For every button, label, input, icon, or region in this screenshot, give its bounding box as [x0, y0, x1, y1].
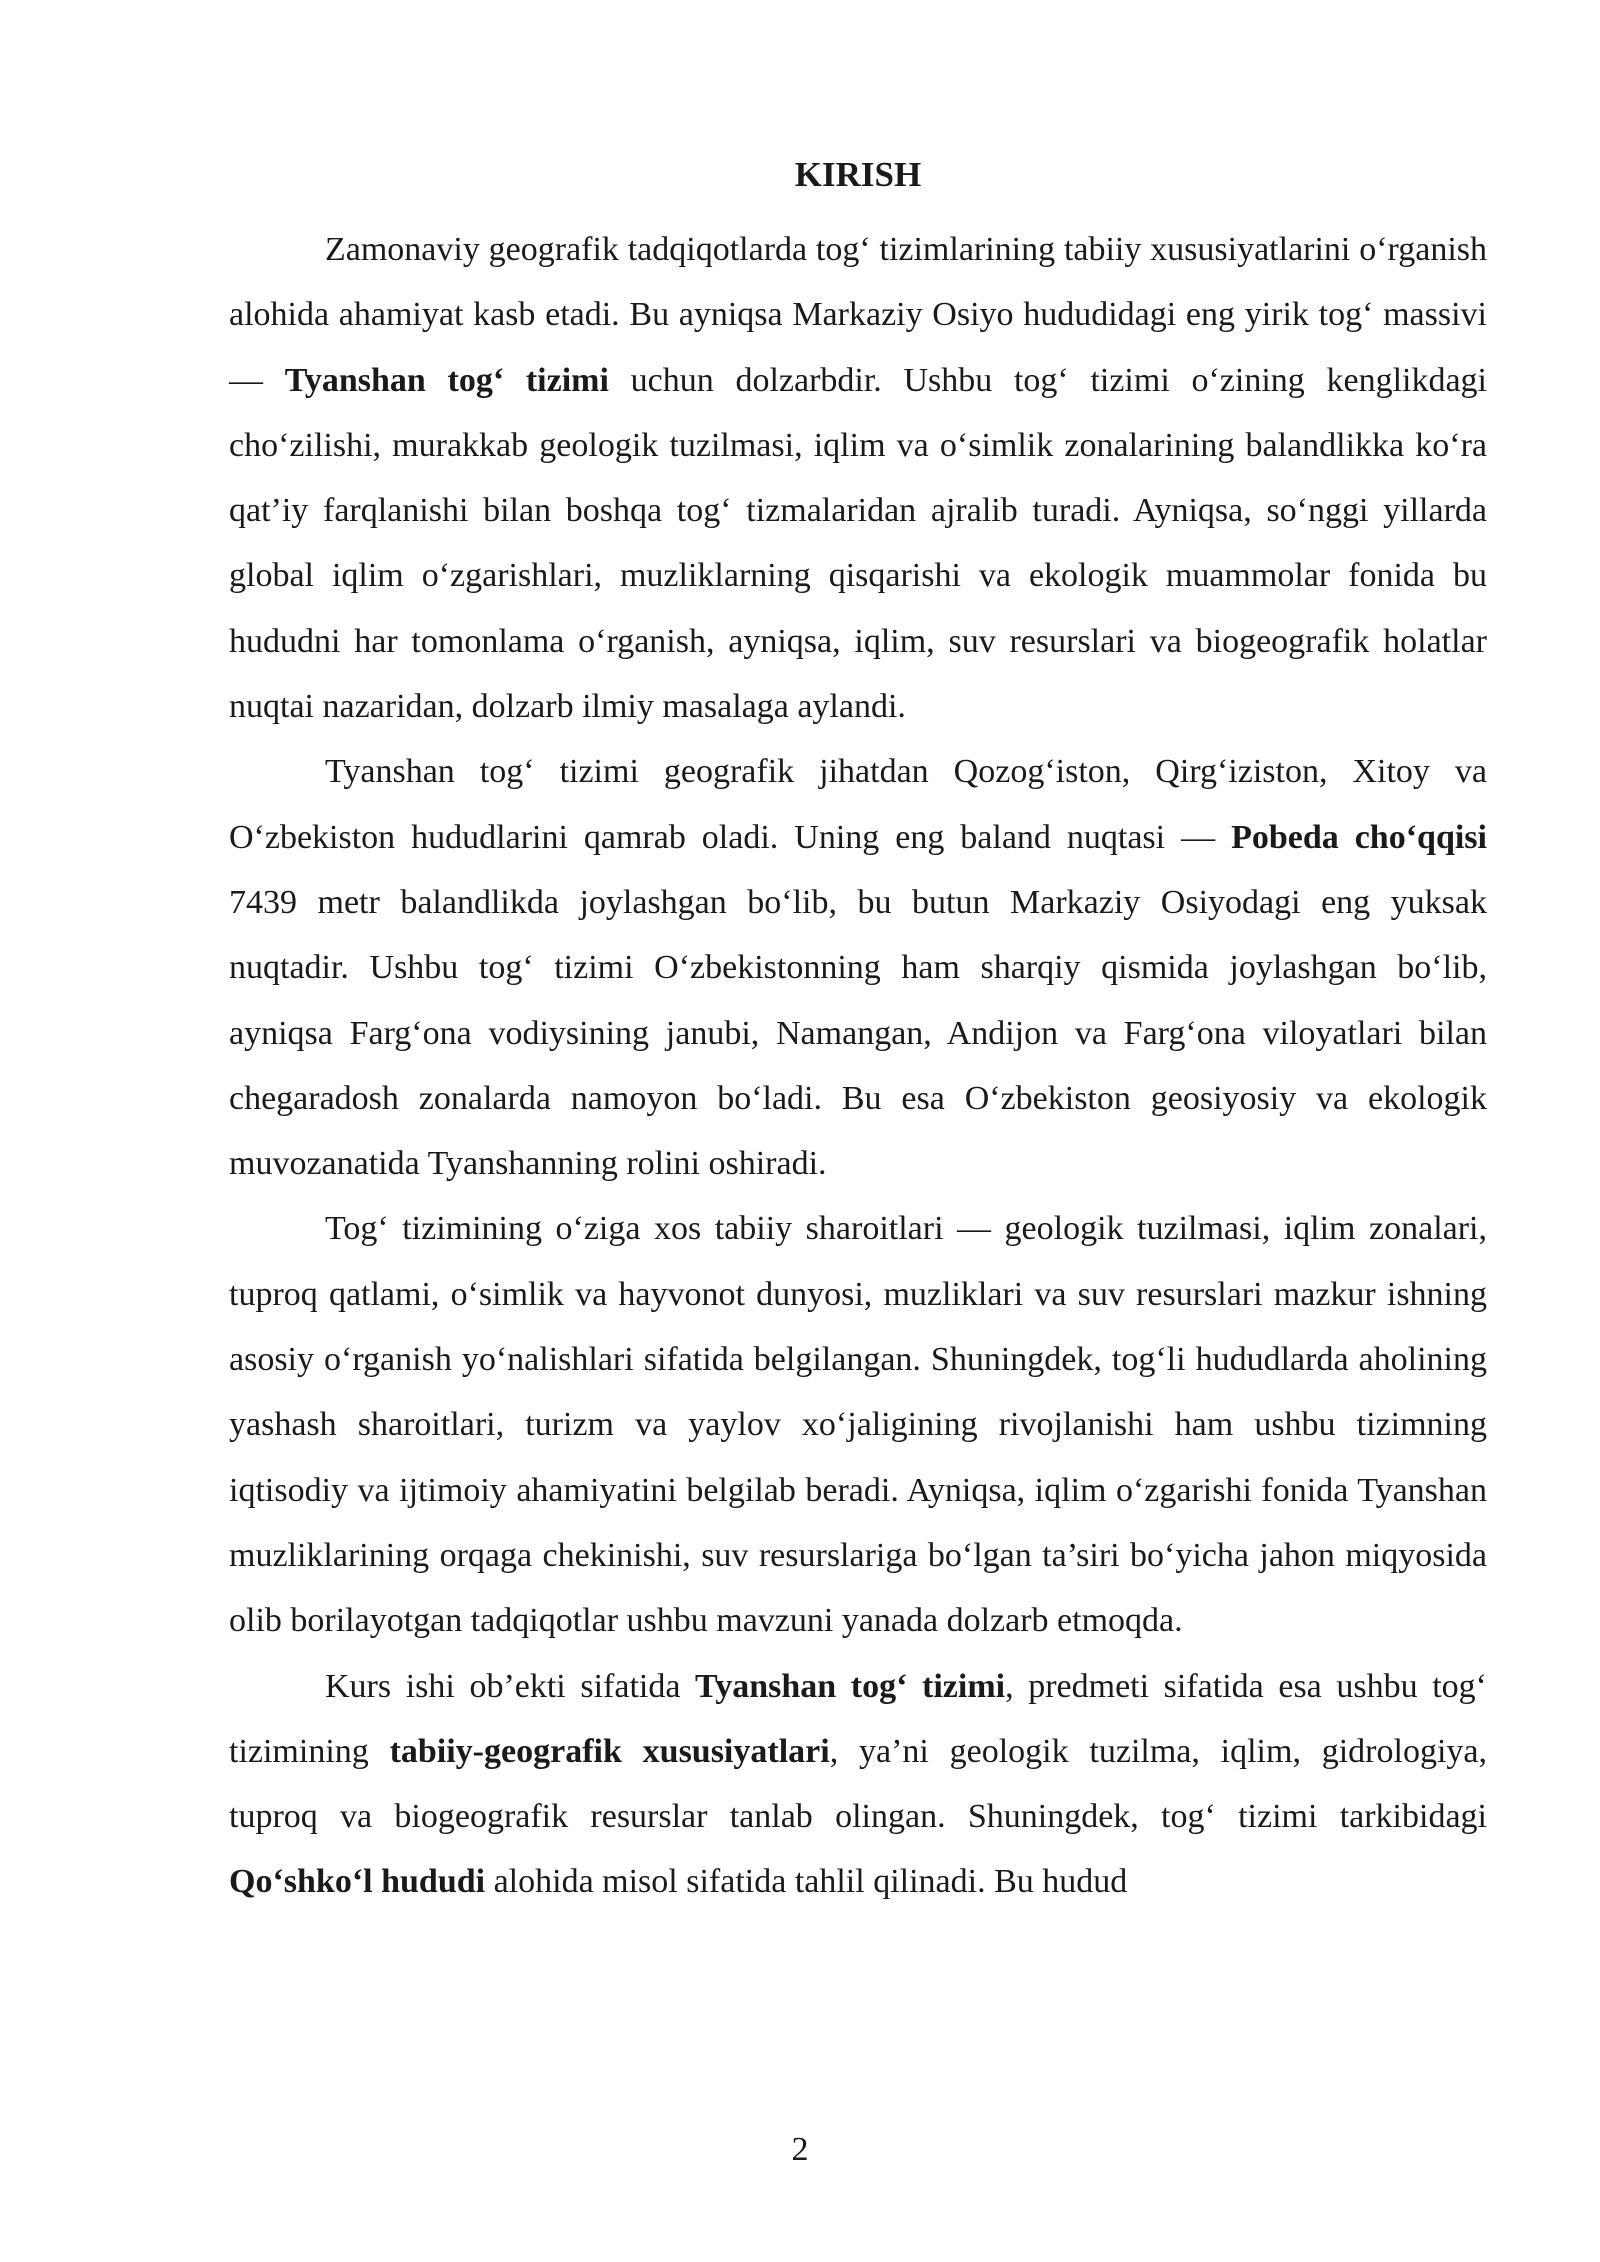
- paragraph-3: [229, 1196, 1487, 1653]
- paragraph-4: [229, 1654, 1487, 1915]
- paragraph-text: , ya’ni geologik tuzilma, iqlim, gidrologiya, tuproq va biogeografik resurslar tanlab olingan. Shuningdek, tog‘ tizimi tarkibidagi: [229, 1732, 1487, 1836]
- paragraph-text: Kurs ishi ob’ekti sifatida: [325, 1667, 696, 1705]
- bold-term: Pobeda cho‘qqisi: [1231, 818, 1487, 856]
- paragraph-text: Zamonaviy geografik tadqiqotlarda tog‘ tizimlarining tabiiy xususiyatlarini o‘rganish alohida ahamiyat kasb etadi. Bu ayniqsa Markaziy Osiyo hududidagi eng yirik tog‘ massivi —: [229, 231, 1487, 399]
- paragraph-text: alohida misol sifatida tahlil qilinadi. Bu hudud: [485, 1863, 1128, 1901]
- page-body: [229, 152, 1487, 1915]
- paragraph-text: , predmeti sifatida esa ushbu tog‘ tizimining: [229, 1667, 1487, 1770]
- paragraph-text: 7439 metr balandlikda joylashgan bo‘lib, bu butun Markaziy Osiyodagi eng yuksak nuqtadir. Ushbu tog‘ tizimi O‘zbekistonning ham sharqiy qismida joylashgan bo‘lib, ayniqsa Farg‘ona vodiysining janubi, Namangan, Andijon va Farg‘ona viloyatlari bilan chegaradosh zonalarda namoyon bo‘ladi. Bu esa O‘zbekiston geosiyosiy va ekologik muvozanatida Tyanshanning rolini oshiradi.: [229, 883, 1487, 1183]
- bold-term: Tyanshan tog‘ tizimi: [695, 1667, 1006, 1705]
- paragraph-text: uchun dolzarbdir. Ushbu tog‘ tizimi o‘zining kenglikdagi cho‘zilishi, murakkab geologik tuzilmasi, iqlim va o‘simlik zonalarining balandlikka ko‘ra qat’iy farqlanishi bilan boshqa tog‘ tizmalaridan ajralib turadi. Ayniqsa, so‘nggi yillarda global iqlim o‘zgarishlari, muzliklarning qisqarishi va ekologik muammolar fonida bu hududni har tomonlama o‘rganish, ayniqsa, iqlim, suv resurslari va biogeografik holatlar nuqtai nazaridan, dolzarb ilmiy masalaga aylandi.: [229, 361, 1487, 726]
- bold-term: Qo‘shko‘l hududi: [229, 1863, 486, 1901]
- paragraph-2: [229, 739, 1487, 1196]
- paragraph-text: Tog‘ tizimining o‘ziga xos tabiiy sharoitlari — geologik tuzilmasi, iqlim zonalari, tuproq qatlami, o‘simlik va hayvonot dunyosi, muzliklari va suv resurslari mazkur ishning asosiy o‘rganish yo‘nalishlari sifatida belgilangan. Shuningdek, tog‘li hududlarda aholining yashash sharoitlari, turizm va yaylov xo‘jaligining rivojlanishi ham ushbu tizimning iqtisodiy va ijtimoiy ahamiyatini belgilab beradi. Ayniqsa, iqlim o‘zgarishi fonida Tyanshan muzliklarining orqaga chekinishi, suv resurslariga bo‘lgan ta’siri bo‘yicha jahon miqyosida olib borilayotgan tadqiqotlar ushbu mavzuni yanada dolzarb etmoqda.: [229, 1210, 1487, 1640]
- bold-term: tabiiy-geografik xususiyatlari: [389, 1732, 830, 1770]
- page-number: 2: [791, 2131, 809, 2168]
- bold-term: Tyanshan tog‘ tizimi: [284, 361, 609, 399]
- section-heading: KIRISH: [794, 155, 922, 194]
- paragraph-text: Tyanshan tog‘ tizimi geografik jihatdan Qozog‘iston, Qirg‘iziston, Xitoy va O‘zbekiston hududlarini qamrab oladi. Uning eng baland nuqtasi —: [229, 753, 1487, 856]
- paragraph-1: [229, 217, 1487, 739]
